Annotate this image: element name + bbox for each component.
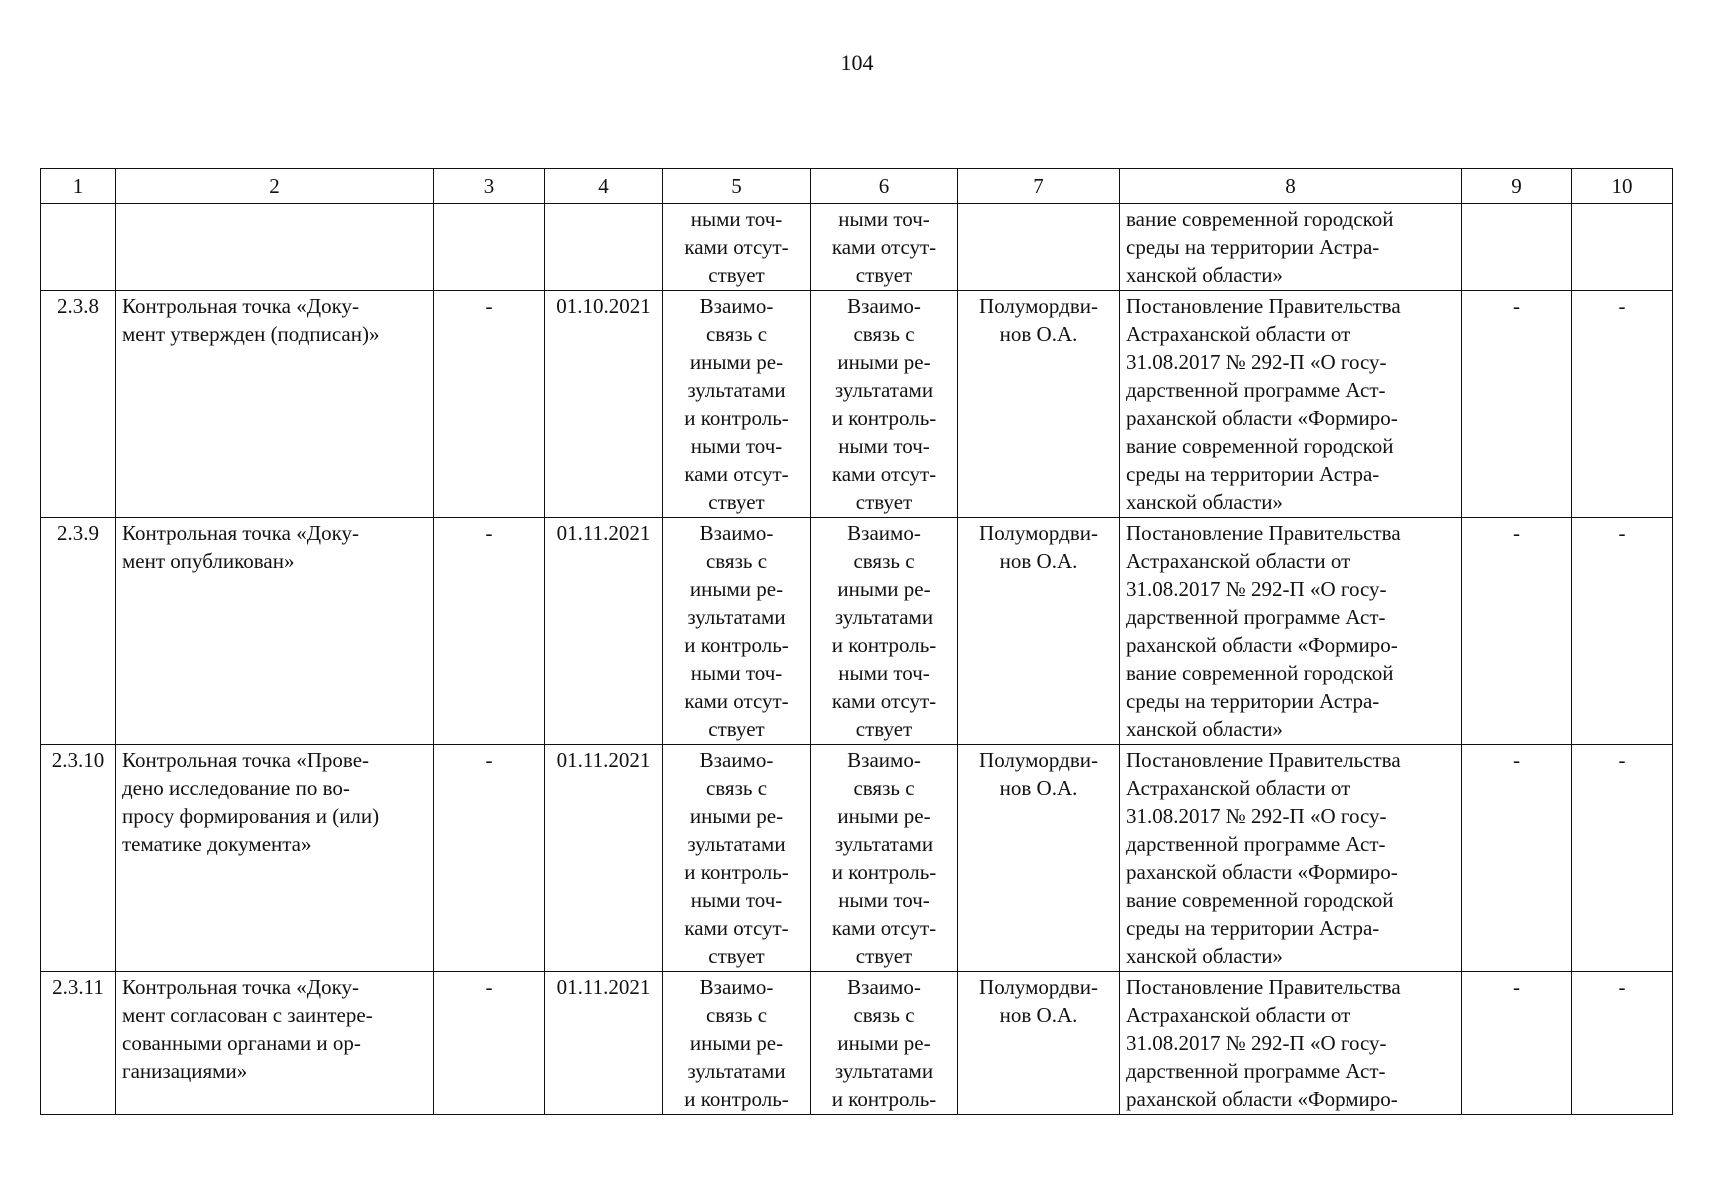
relationship-cell-line: ствует xyxy=(708,944,765,968)
document-cell-line: среды на территории Астра- xyxy=(1126,689,1380,713)
event-name-cell-line: тематике документа» xyxy=(122,832,312,856)
relationship-cell-line: зультатами xyxy=(834,832,934,856)
responsible-cell xyxy=(958,745,1120,972)
column-3-cell xyxy=(434,204,545,291)
event-name-cell-line: мент опубликован» xyxy=(122,549,295,573)
event-name-cell xyxy=(116,291,434,518)
relationship-cell xyxy=(663,745,811,972)
relationship-cell xyxy=(811,972,958,1115)
relationship-cell-line: ствует xyxy=(708,717,765,741)
document-cell-line: Постановление Правительства xyxy=(1126,294,1401,318)
document-cell-line: дарственной программе Аст- xyxy=(1126,1059,1386,1083)
document-cell-line: среды на территории Астра- xyxy=(1126,462,1380,486)
document-cell-line: раханской области «Формиро- xyxy=(1126,406,1398,430)
relationship-cell-line: ками отсут- xyxy=(831,462,937,486)
document-cell-line: Астраханской области от xyxy=(1126,776,1351,800)
document-cell-line: дарственной программе Аст- xyxy=(1126,605,1386,629)
column-number-header: 3 xyxy=(434,169,545,204)
document-cell-line: ханской области» xyxy=(1126,490,1283,514)
relationship-cell-line: иными ре- xyxy=(689,1031,784,1055)
document-cell-line: ханской области» xyxy=(1126,944,1283,968)
relationship-cell-line: и контроль- xyxy=(831,860,937,884)
document-cell-line: Астраханской области от xyxy=(1126,322,1351,346)
column-9-cell: - xyxy=(1462,291,1572,518)
event-name-cell-line: сованными органами и ор- xyxy=(122,1031,361,1055)
relationship-cell xyxy=(811,518,958,745)
relationship-cell-line: ствует xyxy=(708,263,765,287)
relationship-cell-line: Взаимо- xyxy=(699,975,774,999)
column-9-cell: - xyxy=(1462,745,1572,972)
relationship-cell-line: связь с xyxy=(853,549,915,573)
relationship-cell-line: связь с xyxy=(705,776,768,800)
event-name-cell-line: просу формирования и (или) xyxy=(122,804,380,828)
event-name-cell-line: мент утвержден (подписан)» xyxy=(122,322,380,346)
page-number: 104 xyxy=(840,50,874,75)
relationship-cell-line: и контроль- xyxy=(684,406,789,430)
responsible-cell xyxy=(958,518,1120,745)
table-row xyxy=(41,972,1673,1115)
document-cell-line: 31.08.2017 № 292-П «О госу- xyxy=(1126,804,1387,828)
column-number-header: 9 xyxy=(1462,169,1572,204)
relationship-cell-line: связь с xyxy=(853,322,915,346)
relationship-cell xyxy=(811,204,958,291)
event-name-cell-line: мент согласован с заинтере- xyxy=(122,1003,373,1027)
relationship-cell-line: и контроль- xyxy=(684,860,789,884)
row-number-cell: 2.3.9 xyxy=(41,518,116,745)
column-10-cell: - xyxy=(1572,518,1673,745)
relationship-cell-line: зультатами xyxy=(834,378,934,402)
relationship-cell-line: и контроль- xyxy=(831,406,937,430)
row-number-cell xyxy=(41,204,116,291)
date-cell: 01.11.2021 xyxy=(545,972,663,1115)
document-cell-line: вание современной городской xyxy=(1126,888,1394,912)
responsible-cell xyxy=(958,204,1120,291)
table-row xyxy=(41,518,1673,745)
event-name-cell-line: Контрольная точка «Доку- xyxy=(122,975,359,999)
document-cell-line: раханской области «Формиро- xyxy=(1126,860,1398,884)
responsible-cell-line: Полумордви- xyxy=(979,521,1098,545)
document-cell-line: раханской области «Формиро- xyxy=(1126,1087,1398,1111)
relationship-cell-line: иными ре- xyxy=(837,577,931,601)
table-row xyxy=(41,745,1673,972)
column-number-header: 1 xyxy=(41,169,116,204)
date-cell: 01.10.2021 xyxy=(545,291,663,518)
relationship-cell-line: ками отсут- xyxy=(684,462,789,486)
document-cell-line: среды на территории Астра- xyxy=(1126,916,1380,940)
table-row xyxy=(41,291,1673,518)
document-cell-line: 31.08.2017 № 292-П «О госу- xyxy=(1126,1031,1387,1055)
date-cell: 01.11.2021 xyxy=(545,745,663,972)
column-number-header: 5 xyxy=(663,169,811,204)
relationship-cell-line: ными точ- xyxy=(690,434,783,458)
document-cell-line: вание современной городской xyxy=(1126,661,1394,685)
relationship-cell-line: зультатами xyxy=(687,832,786,856)
column-10-cell xyxy=(1572,204,1673,291)
column-number-header: 4 xyxy=(545,169,663,204)
document-cell-line: раханской области «Формиро- xyxy=(1126,633,1398,657)
responsible-cell-line: Полумордви- xyxy=(979,748,1098,772)
row-number-cell: 2.3.8 xyxy=(41,291,116,518)
relationship-cell-line: ными точ- xyxy=(690,207,783,231)
relationship-cell-line: связь с xyxy=(705,322,768,346)
responsible-cell-line: нов О.А. xyxy=(999,549,1078,573)
relationship-cell-line: ными точ- xyxy=(838,434,930,458)
column-3-cell: - xyxy=(434,745,545,972)
relationship-cell xyxy=(663,204,811,291)
relationship-cell-line: связь с xyxy=(853,776,915,800)
row-number-cell: 2.3.10 xyxy=(41,745,116,972)
relationship-cell-line: Взаимо- xyxy=(847,294,921,318)
column-number-row xyxy=(41,169,1673,204)
relationship-cell-line: ными точ- xyxy=(690,888,783,912)
relationship-cell-line: ными точ- xyxy=(838,661,930,685)
relationship-cell-line: ками отсут- xyxy=(831,689,937,713)
column-10-cell: - xyxy=(1572,972,1673,1115)
relationship-cell-line: зультатами xyxy=(834,1059,934,1083)
relationship-cell-line: ками отсут- xyxy=(831,916,937,940)
column-number-header: 7 xyxy=(958,169,1120,204)
date-cell: 01.11.2021 xyxy=(545,518,663,745)
document-cell-line: среды на территории Астра- xyxy=(1126,235,1380,259)
column-number-header: 10 xyxy=(1572,169,1673,204)
relationship-cell-line: Взаимо- xyxy=(699,748,774,772)
date-cell xyxy=(545,204,663,291)
responsible-cell xyxy=(958,291,1120,518)
document-cell-line: ханской области» xyxy=(1126,717,1283,741)
responsible-cell-line: нов О.А. xyxy=(999,322,1078,346)
responsible-cell xyxy=(958,972,1120,1115)
document-cell xyxy=(1120,518,1462,745)
relationship-cell-line: иными ре- xyxy=(689,577,784,601)
document-cell-line: Постановление Правительства xyxy=(1126,521,1401,545)
document-cell-line: вание современной городской xyxy=(1126,434,1394,458)
event-name-cell xyxy=(116,204,434,291)
relationship-cell-line: Взаимо- xyxy=(847,748,921,772)
column-3-cell: - xyxy=(434,291,545,518)
relationship-cell-line: связь с xyxy=(705,549,768,573)
column-number-header: 8 xyxy=(1120,169,1462,204)
responsible-cell-line: нов О.А. xyxy=(999,776,1078,800)
responsible-cell-line: Полумордви- xyxy=(979,294,1098,318)
document-cell-line: Постановление Правительства xyxy=(1126,748,1401,772)
row-number-cell: 2.3.11 xyxy=(41,972,116,1115)
relationship-cell-line: и контроль- xyxy=(684,1087,789,1111)
relationship-cell-line: зультатами xyxy=(687,1059,786,1083)
relationship-cell-line: иными ре- xyxy=(837,804,931,828)
document-cell xyxy=(1120,745,1462,972)
relationship-cell-line: Взаимо- xyxy=(699,521,774,545)
document-cell-line: Постановление Правительства xyxy=(1126,975,1401,999)
relationship-cell-line: зультатами xyxy=(687,605,786,629)
document-cell xyxy=(1120,291,1462,518)
document-cell-line: Астраханской области от xyxy=(1126,1003,1351,1027)
column-number-header: 2 xyxy=(116,169,434,204)
document-cell-line: дарственной программе Аст- xyxy=(1126,378,1386,402)
event-name-cell xyxy=(116,972,434,1115)
event-name-cell-line: дено исследование по во- xyxy=(122,776,350,800)
document-cell xyxy=(1120,204,1462,291)
column-9-cell xyxy=(1462,204,1572,291)
schedule-table xyxy=(40,168,1673,1115)
relationship-cell-line: иными ре- xyxy=(689,804,784,828)
relationship-cell-line: ствует xyxy=(855,717,913,741)
relationship-cell xyxy=(663,291,811,518)
event-name-cell-line: Контрольная точка «Доку- xyxy=(122,521,359,545)
relationship-cell-line: ными точ- xyxy=(838,207,930,231)
event-name-cell-line: Контрольная точка «Прове- xyxy=(122,748,370,772)
event-name-cell-line: ганизациями» xyxy=(122,1059,248,1083)
relationship-cell-line: связь с xyxy=(853,1003,915,1027)
relationship-cell-line: иными ре- xyxy=(837,1031,931,1055)
column-9-cell: - xyxy=(1462,518,1572,745)
relationship-cell-line: Взаимо- xyxy=(847,975,921,999)
column-3-cell: - xyxy=(434,518,545,745)
relationship-cell xyxy=(811,291,958,518)
relationship-cell-line: ными точ- xyxy=(690,661,783,685)
event-name-cell-line: Контрольная точка «Доку- xyxy=(122,294,359,318)
relationship-cell-line: Взаимо- xyxy=(699,294,774,318)
relationship-cell-line: ными точ- xyxy=(838,888,930,912)
document-cell-line: Астраханской области от xyxy=(1126,549,1351,573)
column-number-header: 6 xyxy=(811,169,958,204)
relationship-cell-line: и контроль- xyxy=(831,633,937,657)
relationship-cell-line: ствует xyxy=(855,263,913,287)
column-9-cell: - xyxy=(1462,972,1572,1115)
column-3-cell: - xyxy=(434,972,545,1115)
document-cell xyxy=(1120,972,1462,1115)
event-name-cell xyxy=(116,745,434,972)
column-10-cell: - xyxy=(1572,745,1673,972)
relationship-cell xyxy=(663,518,811,745)
relationship-cell-line: ками отсут- xyxy=(831,235,937,259)
relationship-cell-line: связь с xyxy=(705,1003,768,1027)
table-row xyxy=(41,204,1673,291)
relationship-cell xyxy=(663,972,811,1115)
relationship-cell-line: ками отсут- xyxy=(684,235,789,259)
relationship-cell-line: и контроль- xyxy=(831,1087,937,1111)
responsible-cell-line: Полумордви- xyxy=(979,975,1098,999)
relationship-cell-line: ствует xyxy=(855,944,913,968)
responsible-cell-line: нов О.А. xyxy=(999,1003,1078,1027)
relationship-cell-line: иными ре- xyxy=(689,350,784,374)
relationship-cell-line: ствует xyxy=(708,490,765,514)
document-cell-line: 31.08.2017 № 292-П «О госу- xyxy=(1126,577,1387,601)
document-cell-line: вание современной городской xyxy=(1126,207,1394,231)
relationship-cell-line: иными ре- xyxy=(837,350,931,374)
document-cell-line: 31.08.2017 № 292-П «О госу- xyxy=(1126,350,1387,374)
relationship-cell-line: и контроль- xyxy=(684,633,789,657)
relationship-cell-line: ками отсут- xyxy=(684,689,789,713)
relationship-cell-line: ствует xyxy=(855,490,913,514)
document-cell-line: дарственной программе Аст- xyxy=(1126,832,1386,856)
column-10-cell: - xyxy=(1572,291,1673,518)
relationship-cell-line: зультатами xyxy=(834,605,934,629)
relationship-cell xyxy=(811,745,958,972)
relationship-cell-line: ками отсут- xyxy=(684,916,789,940)
relationship-cell-line: зультатами xyxy=(687,378,786,402)
relationship-cell-line: Взаимо- xyxy=(847,521,921,545)
event-name-cell xyxy=(116,518,434,745)
document-cell-line: ханской области» xyxy=(1126,263,1283,287)
